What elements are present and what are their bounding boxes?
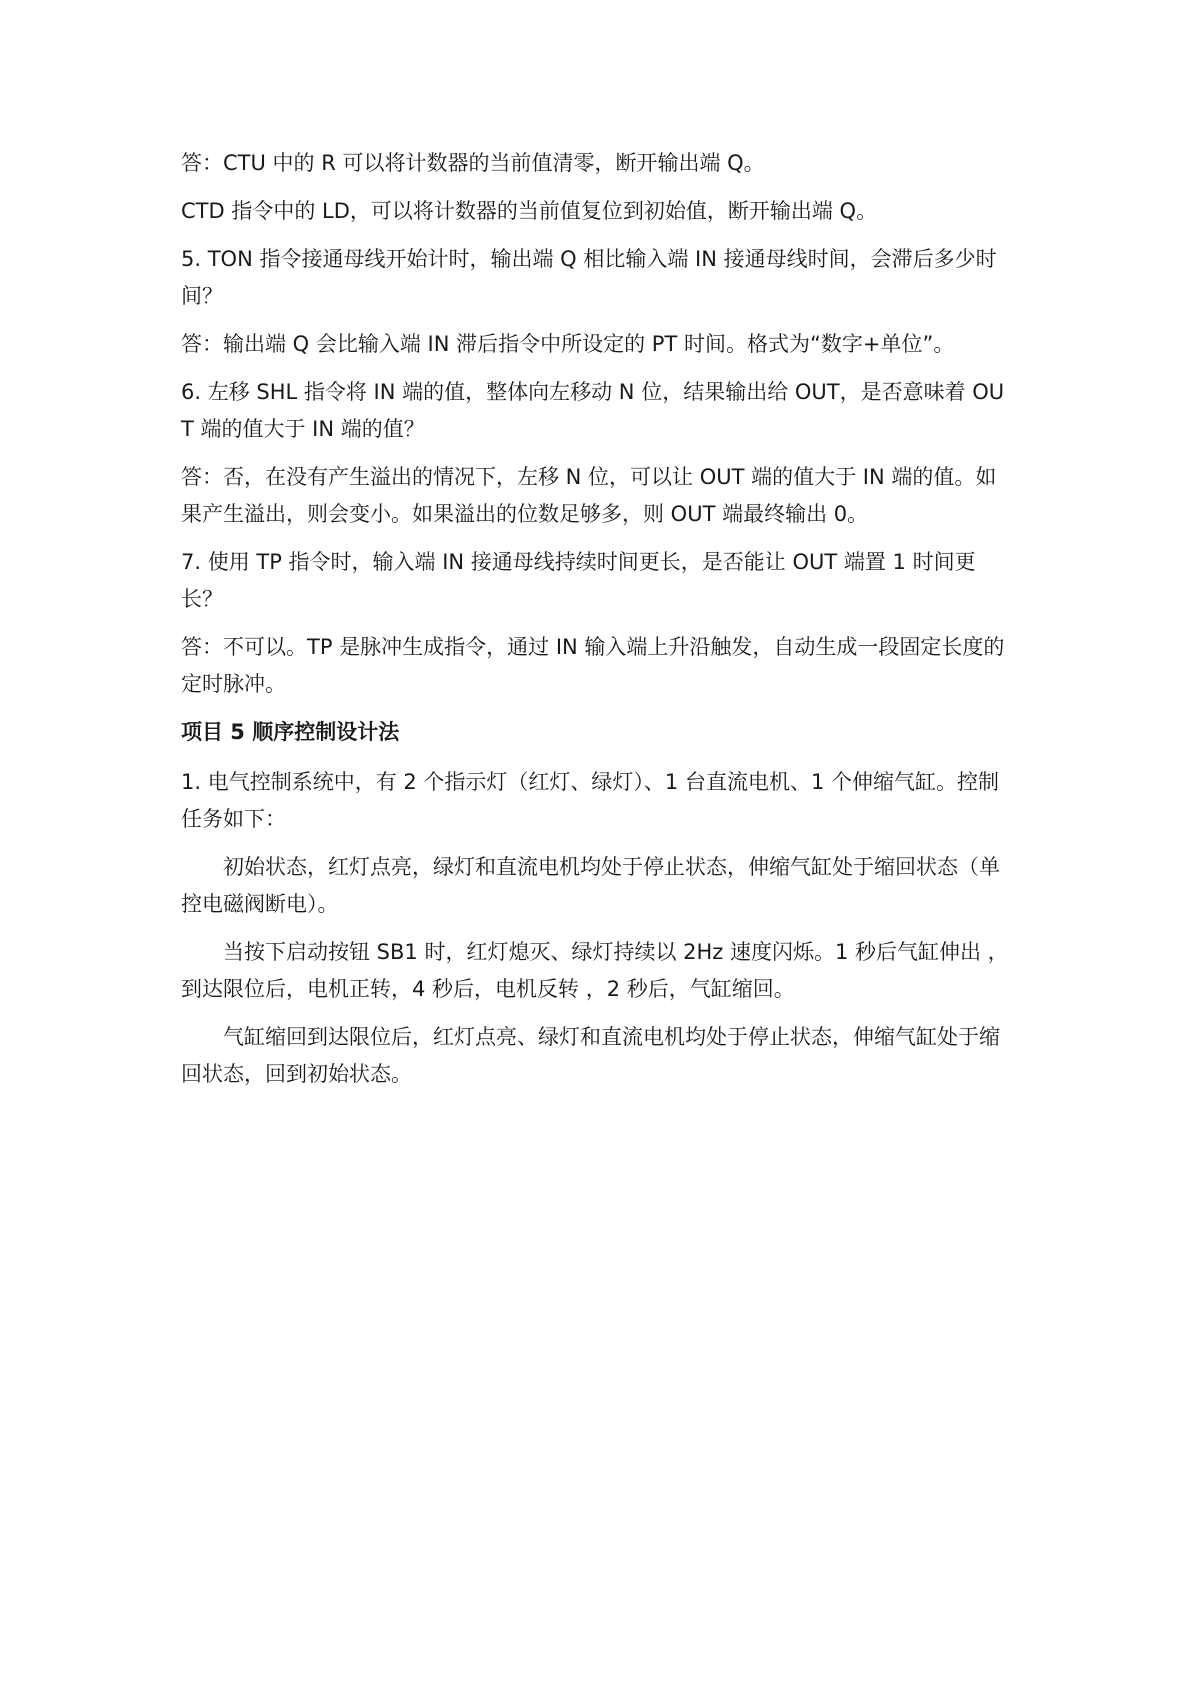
question-6: 6. 左移 SHL 指令将 IN 端的值，整体向左移动 N 位，结果输出给 OUT，是否意味着 OUT 端的值大于 IN 端的值？ <box>181 380 1005 441</box>
answer-7: 答：不可以。TP 是脉冲生成指令，通过 IN 输入端上升沿触发，自动生成一段固定长度的定时脉冲。 <box>181 635 1005 696</box>
task-initial-state: 初始状态，红灯点亮，绿灯和直流电机均处于停止状态，伸缩气缸处于缩回状态（单控电磁阀断电）。 <box>181 855 1000 916</box>
question-1: 1. 电气控制系统中，有 2 个指示灯（红灯、绿灯）、1 台直流电机、1 个伸缩气缸。控制任务如下： <box>181 770 999 831</box>
answer-6: 答：否，在没有产生溢出的情况下，左移 N 位，可以让 OUT 端的值大于 IN 端的值。如果产生溢出，则会变小。如果溢出的位数足够多，则 OUT 端最终输出 0。 <box>181 465 997 526</box>
answer-paragraph-ctu: 答：CTU 中的 R 可以将计数器的当前值清零，断开输出端 Q。 <box>181 151 765 175</box>
document-body <box>181 145 1016 1104</box>
task-start-sequence: 当按下启动按钮 SB1 时，红灯熄灭、绿灯持续以 2Hz 速度闪烁。1 秒后气缸伸出 ，到达限位后，电机正转，4 秒后，电机反转 ，2 秒后，气缸缩回。 <box>181 940 1009 1001</box>
answer-5: 答：输出端 Q 会比输入端 IN 滞后指令中所设定的 PT 时间。格式为“数字+单位”。 <box>181 332 955 356</box>
section-heading: 项目 5 顺序控制设计法 <box>181 720 400 744</box>
question-5: 5. TON 指令接通母线开始计时，输出端 Q 相比输入端 IN 接通母线时间，会滞后多少时间？ <box>181 247 997 308</box>
question-7: 7. 使用 TP 指令时，输入端 IN 接通母线持续时间更长，是否能让 OUT 端置 1 时间更长？ <box>181 550 976 611</box>
answer-paragraph-ctd: CTD 指令中的 LD，可以将计数器的当前值复位到初始值，断开输出端 Q。 <box>181 199 878 223</box>
task-return-state: 气缸缩回到达限位后，红灯点亮、绿灯和直流电机均处于停止状态，伸缩气缸处于缩回状态，回到初始状态。 <box>181 1025 1000 1086</box>
